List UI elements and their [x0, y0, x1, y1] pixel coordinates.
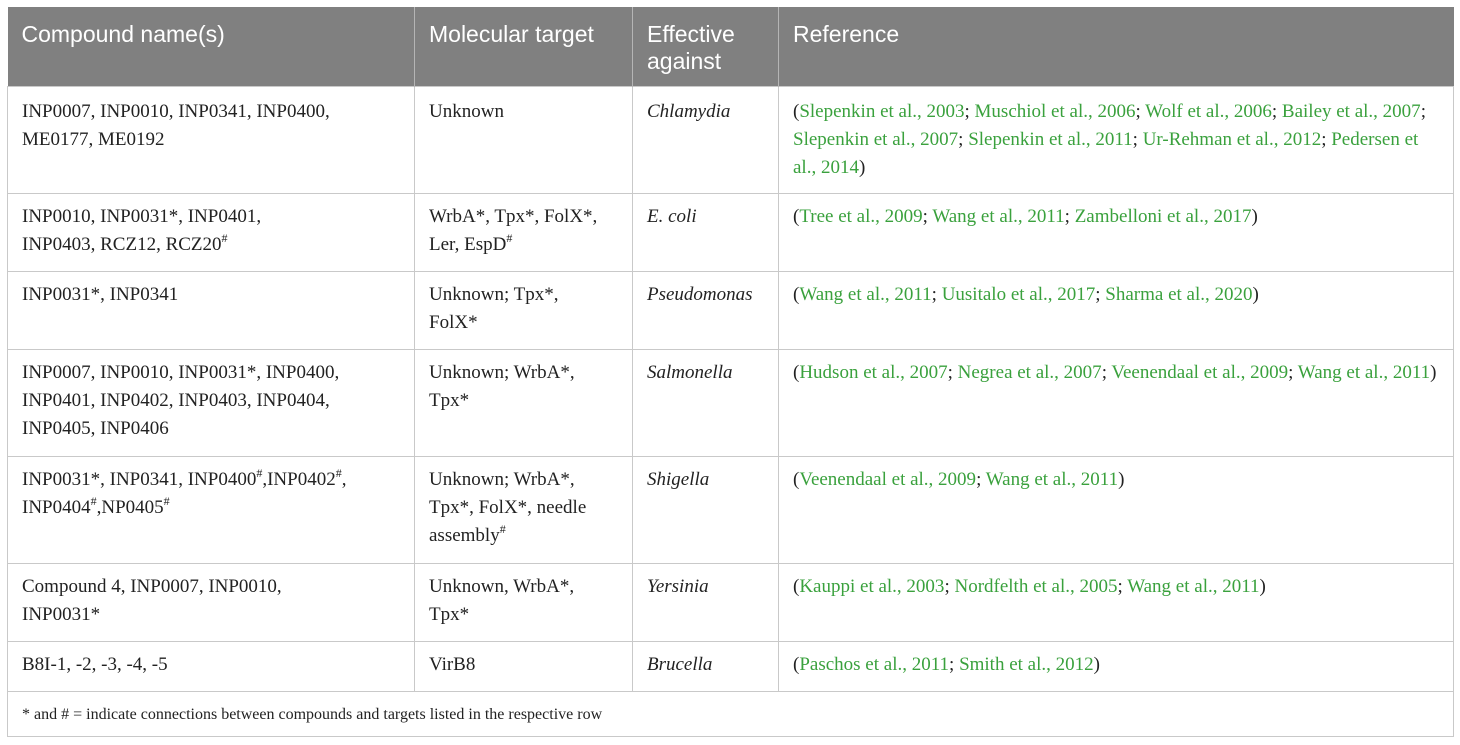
target-line: Ler, EspD# [429, 230, 513, 255]
organism-name: Salmonella [647, 362, 733, 383]
reference-cell: (Kauppi et al., 2003; Nordfelth et al., 2005; Wang et al., 2011) [779, 564, 1454, 642]
reference-link[interactable]: Hudson et al., 2007 [799, 362, 948, 383]
organism-name: Brucella [647, 654, 713, 675]
compound-names-cell [8, 350, 415, 457]
target-line: Unknown; WrbA*, [429, 469, 575, 490]
reference-link[interactable]: Tree et al., 2009 [799, 206, 923, 227]
organism-name: Shigella [647, 469, 710, 490]
compound-names-cell [8, 457, 415, 564]
organism-name: Yersinia [647, 576, 709, 597]
compound-names-cell [8, 194, 415, 272]
compound-line: INP0405, INP0406 [22, 418, 169, 439]
target-line: Tpx* [429, 390, 470, 411]
reference-link[interactable]: Sharma et al., 2020 [1105, 284, 1253, 305]
organism-cell [633, 194, 779, 272]
compound-line: INP0404#,NP0405# [22, 493, 170, 518]
organism-cell [633, 87, 779, 194]
compound-line: B8I-1, -2, -3, -4, -5 [22, 654, 168, 675]
reference-cell: (Veenendaal et al., 2009; Wang et al., 2011) [779, 457, 1454, 564]
molecular-target-cell [415, 642, 633, 692]
table-row [8, 350, 1454, 457]
reference-link[interactable]: Muschiol et al., 2006 [974, 101, 1136, 122]
reference-link[interactable]: Smith et al., 2012 [959, 654, 1094, 675]
organism-cell [633, 350, 779, 457]
target-line: Unknown [429, 101, 504, 122]
organism-cell [633, 272, 779, 350]
reference-cell: (Wang et al., 2011; Uusitalo et al., 2017; Sharma et al., 2020) [779, 272, 1454, 350]
compound-line: INP0401, INP0402, INP0403, INP0404, [22, 390, 330, 411]
compound-line: INP0403, RCZ12, RCZ20# [22, 230, 228, 255]
reference-cell: (Hudson et al., 2007; Negrea et al., 2007; Veenendaal et al., 2009; Wang et al., 2011) [779, 350, 1454, 457]
reference-link[interactable]: Veenendaal et al., 2009 [1111, 362, 1289, 383]
molecular-target-cell [415, 564, 633, 642]
reference-link[interactable]: Kauppi et al., 2003 [799, 576, 945, 597]
target-line: assembly# [429, 521, 506, 546]
reference-link[interactable]: Wolf et al., 2006 [1145, 101, 1272, 122]
compound-line: INP0031* [22, 604, 101, 625]
target-line: Unknown; WrbA*, [429, 362, 575, 383]
molecular-target-cell [415, 272, 633, 350]
organism-name: Chlamydia [647, 101, 731, 122]
reference-link[interactable]: Bailey et al., 2007 [1281, 101, 1421, 122]
target-line: Tpx* [429, 604, 470, 625]
reference-link[interactable]: Wang et al., 2011 [932, 206, 1065, 227]
reference-link[interactable]: Wang et al., 2011 [799, 284, 932, 305]
reference-link[interactable]: Veenendaal et al., 2009 [799, 469, 977, 490]
reference-cell: (Paschos et al., 2011; Smith et al., 2012) [779, 642, 1454, 692]
reference-link[interactable]: Paschos et al., 2011 [799, 654, 950, 675]
reference-link[interactable]: Ur-Rehman et al., 2012 [1142, 129, 1322, 150]
compound-line: INP0031*, INP0341 [22, 284, 179, 305]
compound-line: Compound 4, INP0007, INP0010, [22, 576, 282, 597]
organism-cell [633, 457, 779, 564]
footnote-row [8, 692, 1454, 737]
reference-link[interactable]: Zambelloni et al., 2017 [1074, 206, 1252, 227]
header-reference: Reference [779, 7, 1454, 87]
compound-line: INP0007, INP0010, INP0031*, INP0400, [22, 362, 340, 383]
target-line: WrbA*, Tpx*, FolX*, [429, 206, 598, 227]
header-molecular-target: Molecular target [415, 7, 633, 87]
target-line: Tpx*, FolX*, needle [429, 497, 587, 518]
target-line: FolX* [429, 312, 478, 333]
target-line: Unknown, WrbA*, [429, 576, 575, 597]
molecular-target-cell [415, 87, 633, 194]
target-line: VirB8 [429, 654, 476, 675]
reference-link[interactable]: Slepenkin et al., 2003 [799, 101, 965, 122]
compound-line: ME0177, ME0192 [22, 129, 165, 150]
reference-link[interactable]: Nordfelth et al., 2005 [954, 576, 1118, 597]
compound-names-cell [8, 87, 415, 194]
organism-name: E. coli [647, 206, 697, 227]
organism-cell [633, 642, 779, 692]
table-footnote: * and # = indicate connections between compounds and targets listed in the respective row [8, 692, 1454, 737]
reference-cell: (Slepenkin et al., 2003; Muschiol et al., 2006; Wolf et al., 2006; Bailey et al., 2007; Slepenkin et al., 2007; Slepenkin et al., 2011; Ur-Rehman et al., 2012; Pedersen et al., 2014) [779, 87, 1454, 194]
table-row [8, 272, 1454, 350]
table-row [8, 194, 1454, 272]
target-line: Unknown; Tpx*, [429, 284, 559, 305]
header-effective-against: Effective against [633, 7, 779, 87]
reference-link[interactable]: Slepenkin et al., 2007 [793, 129, 959, 150]
reference-link[interactable]: Slepenkin et al., 2011 [968, 129, 1133, 150]
molecular-target-cell [415, 457, 633, 564]
header-row [8, 7, 1454, 87]
table-row [8, 642, 1454, 692]
reference-link[interactable]: Wang et al., 2011 [985, 469, 1119, 490]
reference-link[interactable]: Wang et al., 2011 [1127, 576, 1260, 597]
molecular-target-cell [415, 350, 633, 457]
organism-cell [633, 564, 779, 642]
compound-names-cell [8, 564, 415, 642]
table-row [8, 87, 1454, 194]
reference-link[interactable]: Uusitalo et al., 2017 [941, 284, 1096, 305]
table-row [8, 564, 1454, 642]
compound-names-cell [8, 642, 415, 692]
compound-line: INP0007, INP0010, INP0341, INP0400, [22, 101, 330, 122]
reference-cell: (Tree et al., 2009; Wang et al., 2011; Zambelloni et al., 2017) [779, 194, 1454, 272]
reference-link[interactable]: Pedersen et al., 2014 [793, 129, 1419, 178]
compounds-table [7, 7, 1454, 737]
table-row [8, 457, 1454, 564]
molecular-target-cell [415, 194, 633, 272]
organism-name: Pseudomonas [647, 284, 753, 305]
reference-link[interactable]: Negrea et al., 2007 [957, 362, 1102, 383]
header-compound-names: Compound name(s) [8, 7, 415, 87]
compound-line: INP0031*, INP0341, INP0400#,INP0402#, [22, 465, 347, 490]
compound-line: INP0010, INP0031*, INP0401, [22, 206, 262, 227]
reference-link[interactable]: Wang et al., 2011 [1297, 362, 1431, 383]
compound-names-cell [8, 272, 415, 350]
